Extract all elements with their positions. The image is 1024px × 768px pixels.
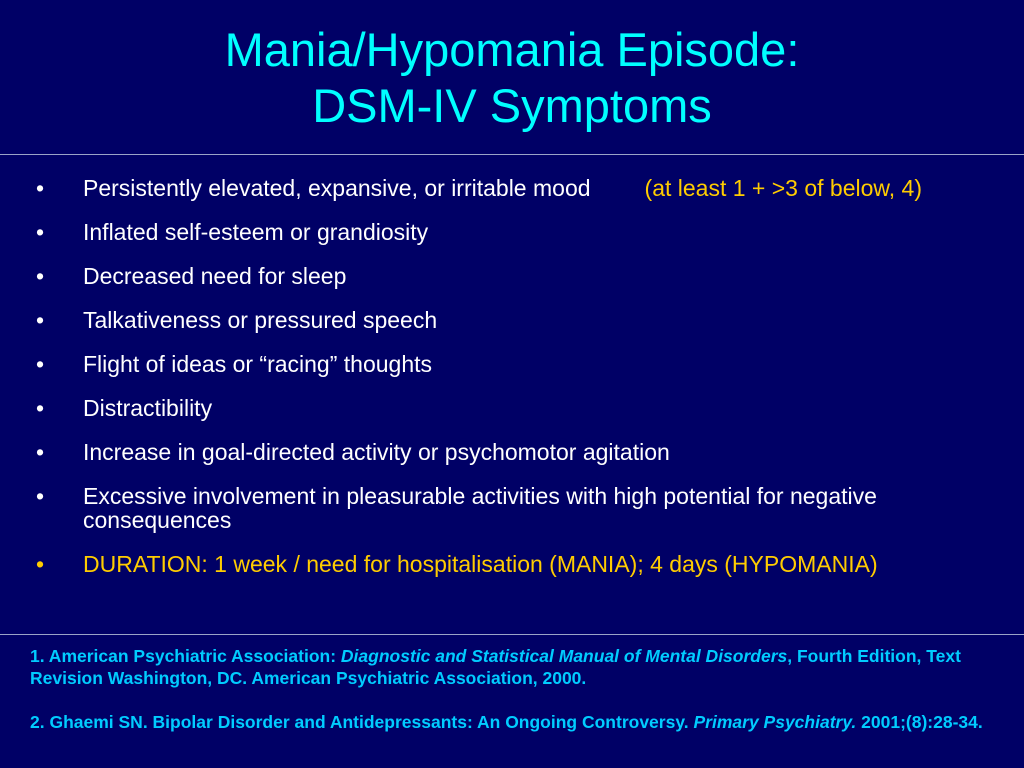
duration-item bbox=[0, 552, 1010, 576]
slide-title-line-1: Mania/Hypomania Episode: bbox=[224, 23, 800, 76]
list-item-text: Decreased need for sleep bbox=[83, 263, 347, 289]
list-item-text: Inflated self-esteem or grandiosity bbox=[83, 219, 429, 245]
slide-title bbox=[0, 22, 1024, 134]
bottom-divider bbox=[0, 634, 1024, 635]
list-item bbox=[0, 352, 1010, 376]
reference-1-details: , Fourth Edition, Text Revision Washington, DC. American Psychiatric Association, 2000. bbox=[30, 646, 961, 688]
reference-1-title: Diagnostic and Statistical Manual of Mental Disorders bbox=[340, 646, 788, 666]
reference-2-journal: Primary Psychiatry. bbox=[693, 712, 857, 732]
list-item bbox=[0, 396, 1010, 420]
list-item-text: Persistently elevated, expansive, or irritable mood bbox=[83, 175, 591, 201]
duration-text: DURATION: 1 week / need for hospitalisation (MANIA); 4 days (HYPOMANIA) bbox=[83, 551, 878, 577]
list-item bbox=[0, 308, 1010, 332]
list-item-text: Distractibility bbox=[83, 395, 213, 421]
list-item-text: Increase in goal-directed activity or psychomotor agitation bbox=[83, 439, 670, 465]
references bbox=[30, 645, 1010, 733]
list-item bbox=[0, 220, 1010, 244]
bullet-marker: • bbox=[36, 175, 45, 201]
reference-2 bbox=[30, 711, 1010, 733]
top-divider bbox=[0, 154, 1024, 155]
bullet-marker: • bbox=[36, 483, 45, 509]
reference-1-authors: 1. American Psychiatric Association: bbox=[30, 646, 341, 666]
symptom-list bbox=[0, 176, 1010, 596]
bullet-marker: • bbox=[36, 219, 45, 245]
list-item bbox=[0, 264, 1010, 288]
bullet-marker: • bbox=[36, 307, 45, 333]
reference-1 bbox=[30, 645, 1010, 689]
bullet-marker: • bbox=[36, 351, 45, 377]
list-item bbox=[0, 484, 1010, 532]
list-item-text: Excessive involvement in pleasurable activities with high potential for negative consequences bbox=[83, 483, 877, 533]
list-item bbox=[0, 176, 1010, 200]
bullet-marker: • bbox=[36, 439, 45, 465]
list-item bbox=[0, 440, 1010, 464]
bullet-marker: • bbox=[36, 395, 45, 421]
reference-2-details: 2001;(8):28-34. bbox=[856, 712, 983, 732]
reference-2-authors: 2. Ghaemi SN. Bipolar Disorder and Antidepressants: An Ongoing Controversy. bbox=[30, 712, 694, 732]
list-item-text: Talkativeness or pressured speech bbox=[83, 307, 438, 333]
bullet-marker: • bbox=[36, 263, 45, 289]
slide-title-line-2: DSM-IV Symptoms bbox=[312, 79, 712, 132]
criteria-note-inline: (at least 1 + >3 of below, 4) bbox=[644, 175, 922, 201]
list-item-text: Flight of ideas or “racing” thoughts bbox=[83, 351, 433, 377]
bullet-marker: • bbox=[36, 551, 45, 577]
